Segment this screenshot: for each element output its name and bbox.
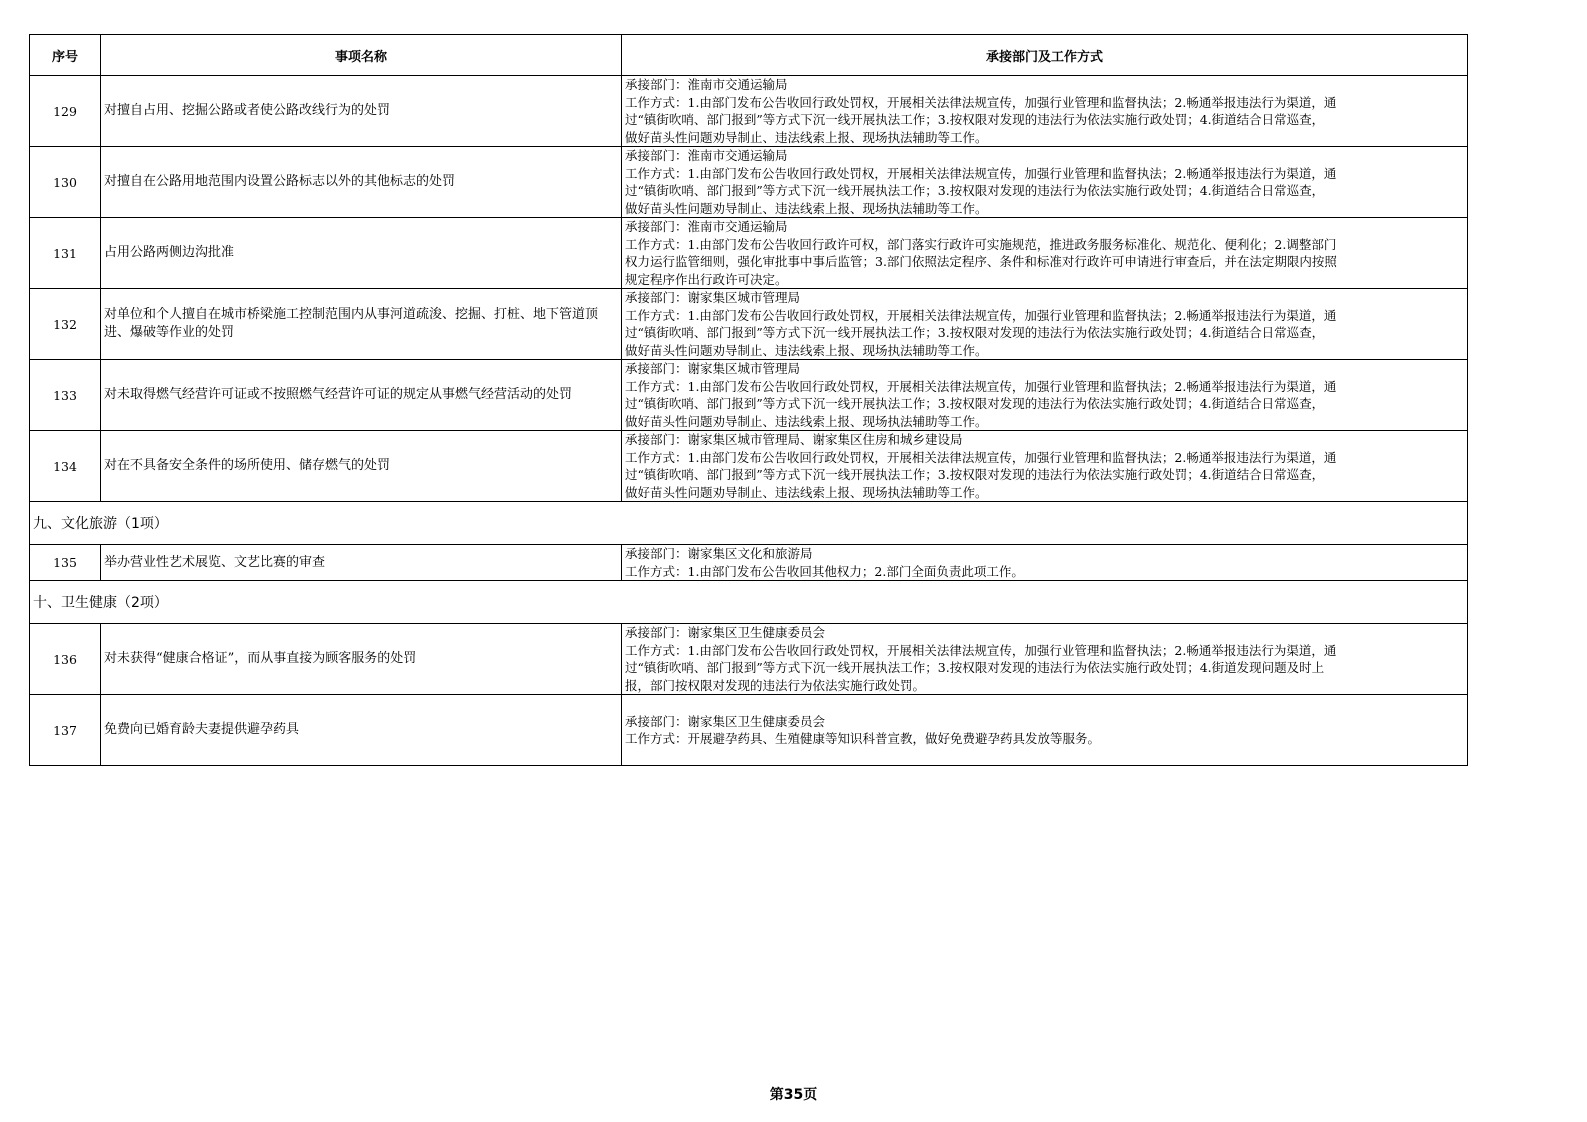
table-row (30, 431, 1468, 502)
dept-line: 承接部门：谢家集区卫生健康委员会 (625, 713, 826, 729)
row-serial: 131 (30, 218, 101, 289)
dept-line: 工作方式：1.由部门发布公告收回其他权力；2.部门全面负责此项工作。 (625, 563, 1024, 579)
section-title-culture: 九、文化旅游（1项） (30, 502, 1468, 545)
dept-line: 过“镇街吹哨、部门报到”等方式下沉一线开展执法工作；3.按权限对发现的违法行为依法实施行政处罚；4.街道发现问题及时上 (625, 660, 1325, 675)
header-dept-method: 承接部门及工作方式 (622, 35, 1468, 76)
dept-line: 工作方式：1.由部门发布公告收回行政处罚权，开展相关法律法规宣传，加强行业管理和监督执法；2.畅通举报违法行为渠道，通 (625, 94, 1337, 110)
row-item-name: 对在不具备安全条件的场所使用、储存燃气的处罚 (101, 431, 622, 502)
row-item-name: 占用公路两侧边沟批准 (101, 218, 622, 289)
dept-line: 做好苗头性问题劝导制止、违法线索上报、现场执法辅助等工作。 (625, 200, 988, 216)
table-header-row (30, 35, 1468, 76)
row-serial: 135 (30, 545, 101, 581)
section-title-health: 十、卫生健康（2项） (30, 581, 1468, 624)
row-dept-method (622, 360, 1468, 431)
document-table-container (29, 34, 1467, 766)
dept-line: 工作方式：1.由部门发布公告收回行政处罚权，开展相关法律法规宣传，加强行业管理和监督执法；2.畅通举报违法行为渠道，通 (625, 165, 1337, 181)
dept-line: 做好苗头性问题劝导制止、违法线索上报、现场执法辅助等工作。 (625, 342, 988, 358)
dept-line: 工作方式：开展避孕药具、生殖健康等知识科普宣教，做好免费避孕药具发放等服务。 (625, 731, 1101, 746)
table-row (30, 360, 1468, 431)
table-row (30, 76, 1468, 147)
dept-line: 做好苗头性问题劝导制止、违法线索上报、现场执法辅助等工作。 (625, 484, 988, 500)
table-row (30, 147, 1468, 218)
row-item-name: 免费向已婚育龄夫妻提供避孕药具 (101, 695, 622, 766)
table-row (30, 545, 1468, 581)
row-dept-method (622, 695, 1468, 766)
row-dept-method (622, 218, 1468, 289)
row-dept-method (622, 289, 1468, 360)
dept-line: 规定程序作出行政许可决定。 (625, 271, 788, 287)
table-row (30, 289, 1468, 360)
table-row (30, 695, 1468, 766)
row-dept-method (622, 431, 1468, 502)
items-table (29, 34, 1468, 766)
dept-line: 过“镇街吹哨、部门报到”等方式下沉一线开展执法工作；3.按权限对发现的违法行为依法实施行政处罚；4.街道结合日常巡查， (625, 112, 1325, 127)
dept-line: 工作方式：1.由部门发布公告收回行政处罚权，开展相关法律法规宣传，加强行业管理和监督执法；2.畅通举报违法行为渠道，通 (625, 642, 1337, 658)
page-number: 第35页 (769, 1087, 818, 1103)
dept-line: 承接部门：谢家集区城市管理局 (625, 361, 801, 376)
dept-line: 工作方式：1.由部门发布公告收回行政处罚权，开展相关法律法规宣传，加强行业管理和监督执法；2.畅通举报违法行为渠道，通 (625, 449, 1337, 465)
table-row (30, 218, 1468, 289)
row-serial: 129 (30, 76, 101, 147)
section-row-culture (30, 502, 1468, 545)
row-dept-method (622, 545, 1468, 581)
row-dept-method (622, 76, 1468, 147)
row-serial: 136 (30, 624, 101, 695)
row-serial: 130 (30, 147, 101, 218)
section-row-health (30, 581, 1468, 624)
header-serial: 序号 (30, 35, 101, 76)
dept-line: 工作方式：1.由部门发布公告收回行政处罚权，开展相关法律法规宣传，加强行业管理和监督执法；2.畅通举报违法行为渠道，通 (625, 307, 1337, 323)
dept-line: 承接部门：谢家集区卫生健康委员会 (625, 625, 826, 640)
row-dept-method (622, 624, 1468, 695)
dept-line: 做好苗头性问题劝导制止、违法线索上报、现场执法辅助等工作。 (625, 413, 988, 429)
table-row (30, 624, 1468, 695)
row-serial: 137 (30, 695, 101, 766)
row-item-name: 对未取得燃气经营许可证或不按照燃气经营许可证的规定从事燃气经营活动的处罚 (101, 360, 622, 431)
row-item-name: 举办营业性艺术展览、文艺比赛的审查 (101, 545, 622, 581)
dept-line: 做好苗头性问题劝导制止、违法线索上报、现场执法辅助等工作。 (625, 129, 988, 145)
dept-line: 报，部门按权限对发现的违法行为依法实施行政处罚。 (625, 677, 926, 693)
dept-line: 过“镇街吹哨、部门报到”等方式下沉一线开展执法工作；3.按权限对发现的违法行为依法实施行政处罚；4.街道结合日常巡查， (625, 396, 1325, 411)
dept-line: 过“镇街吹哨、部门报到”等方式下沉一线开展执法工作；3.按权限对发现的违法行为依法实施行政处罚；4.街道结合日常巡查， (625, 183, 1325, 198)
dept-line: 承接部门：谢家集区城市管理局 (625, 290, 801, 305)
row-item-name: 对单位和个人擅自在城市桥梁施工控制范围内从事河道疏浚、挖掘、打桩、地下管道顶进、爆破等作业的处罚 (101, 289, 622, 360)
header-item-name: 事项名称 (101, 35, 622, 76)
dept-line: 过“镇街吹哨、部门报到”等方式下沉一线开展执法工作；3.按权限对发现的违法行为依法实施行政处罚；4.街道结合日常巡查， (625, 325, 1325, 340)
row-item-name: 对未获得“健康合格证”，而从事直接为顾客服务的处罚 (101, 624, 622, 695)
dept-line: 工作方式：1.由部门发布公告收回行政处罚权，开展相关法律法规宣传，加强行业管理和监督执法；2.畅通举报违法行为渠道，通 (625, 378, 1337, 394)
row-item-name: 对擅自在公路用地范围内设置公路标志以外的其他标志的处罚 (101, 147, 622, 218)
dept-line: 权力运行监管细则，强化审批事中事后监管；3.部门依照法定程序、条件和标准对行政许可申请进行审查后，并在法定期限内按照 (625, 254, 1337, 269)
dept-line: 承接部门：谢家集区文化和旅游局 (625, 546, 813, 561)
dept-line: 承接部门：淮南市交通运输局 (625, 148, 788, 163)
row-serial: 134 (30, 431, 101, 502)
dept-line: 工作方式：1.由部门发布公告收回行政许可权，部门落实行政许可实施规范，推进政务服务标准化、规范化、便利化；2.调整部门 (625, 236, 1337, 252)
row-item-name: 对擅自占用、挖掘公路或者使公路改线行为的处罚 (101, 76, 622, 147)
dept-line: 承接部门：谢家集区城市管理局、谢家集区住房和城乡建设局 (625, 432, 963, 447)
row-dept-method (622, 147, 1468, 218)
dept-line: 承接部门：淮南市交通运输局 (625, 219, 788, 234)
row-serial: 133 (30, 360, 101, 431)
dept-line: 承接部门：淮南市交通运输局 (625, 77, 788, 92)
dept-line: 过“镇街吹哨、部门报到”等方式下沉一线开展执法工作；3.按权限对发现的违法行为依法实施行政处罚；4.街道结合日常巡查， (625, 467, 1325, 482)
row-serial: 132 (30, 289, 101, 360)
